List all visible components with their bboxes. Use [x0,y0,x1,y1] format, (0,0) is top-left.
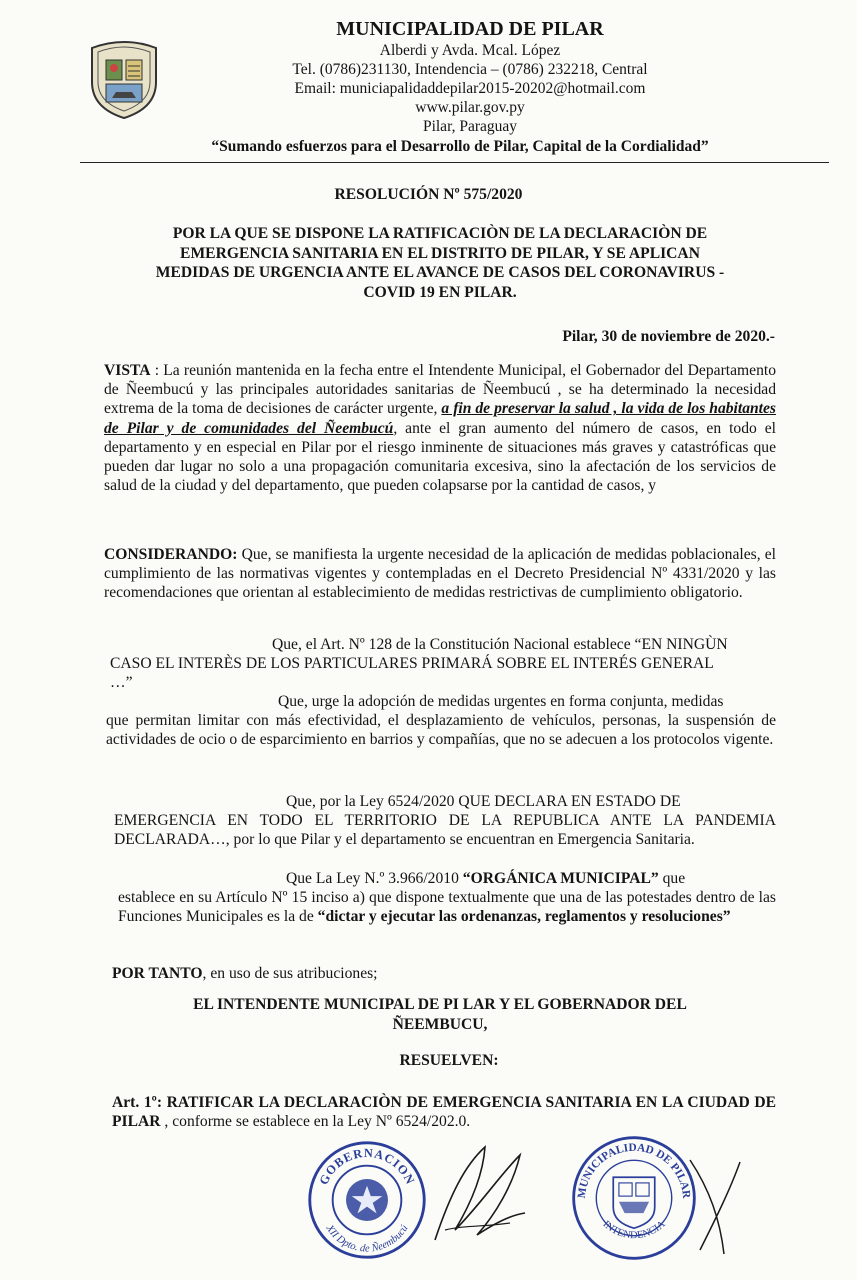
svg-text:MUNICIPALIDAD DE PILAR [576,1142,692,1200]
phone: Tel. (0786)231130, Intendencia – (0786) 232218, Central [292,61,648,78]
signature-governor [425,1135,535,1255]
gobernacion-seal-top: GOBERNACION [316,1145,418,1187]
resolution-number: RESOLUCIÓN Nº 575/2020 [334,186,523,203]
signature-mayor [680,1150,760,1260]
municipal-seal-top: MUNICIPALIDAD DE PILAR [575,1141,693,1200]
gobernacion-seal-bottom: XII Dpto. de Ñeembucú [323,1223,411,1255]
article-1: Art. 1º: RATIFICAR LA DECLARACIÒN DE EMERGENCIA SANITARIA EN LA CIUDAD DE PILAR , conforme se establece en la Ley Nº 6524/202.0. [112,1094,776,1131]
email: Email: municiapalidaddepilar2015-20202@hotmail.com [294,80,646,97]
address: Alberdi y Avda. Mcal. López [379,42,561,59]
coat-of-arms-logo [84,38,164,120]
considerando-paragraph: CONSIDERANDO: Que, se manifiesta la urgente necesidad de la aplicación de medidas poblacionales, el cumplimiento de las normativas vigentes y contempladas en el Decreto Presidencial Nº 4331/2020 y las recomendaciones que orientan al establecimiento de medidas restrictivas de cumplimiento obligatorio. [104,546,776,602]
resolution-title: POR LA QUE SE DISPONE LA RATIFICACIÒN DE LA DECLARACIÒN DE EMERGENCIA SANITARIA EN EL DISTRITO DE PILAR, Y SE APLICAN MEDIDAS DE URGENCIA ANTE EL AVANCE DE CASOS DEL CORONAVIRUS - COVID 19 EN PILAR. [155,225,725,301]
city: Pilar, Paraguay [422,118,518,135]
gobernacion-seal [305,1138,429,1262]
que-medidas: Que, urge la adopción de medidas urgentes en forma conjunta, medidas que permitan limitar con más efectividad, el desplazamiento de vehículos, personas, la suspensión de actividades de ocio o de esparcimiento en barrios y compañías, que no se adecuen a los protocolos vigente. [106,693,776,749]
authorities-heading: EL INTENDENTE MUNICIPAL DE PI LAR Y EL GOBERNADOR DEL ÑEEMBUCU, [193,996,687,1033]
que-ley-organica: Que La Ley N.º 3.966/2010 “ORGÁNICA MUNICIPAL” que establece en su Artículo Nº 15 inciso a) que dispone textualmente que una de las potestades dentro de las Funciones Municipales es la de “dictar y ejecutar las ordenanzas, reglamentos y resoluciones” [118,870,776,926]
org-name: MUNICIPALIDAD DE PILAR [336,18,604,40]
resuelven-heading: RESUELVEN: [399,1052,499,1069]
header-divider [80,162,829,163]
municipal-seal-bottom: INTENDENCIA [600,1218,668,1242]
motto: “Sumando esfuerzos para el Desarrollo de Pilar, Capital de la Cordialidad” [211,138,709,155]
que-ley-6524: Que, por la Ley 6524/2020 QUE DECLARA EN ESTADO DE EMERGENCIA EN TODO EL TERRITORIO DE LA REPUBLICA ANTE LA PANDEMIA DECLARADA…, por lo que Pilar y el departamento se encuentran en Emergencia Sanitaria. [114,793,776,849]
svg-text:INTENDENCIA [600,1218,668,1241]
website: www.pilar.gov.py [415,99,525,116]
resolution-date: Pilar, 30 de noviembre de 2020.- [562,328,775,345]
que-constitucion: Que, el Art. Nº 128 de la Constitución Nacional establece “EN NINGÙN CASO EL INTERÈS DE LOS PARTICULARES PRIMARÁ SOBRE EL INTERÉS GENERAL …” [110,636,728,692]
por-tanto: POR TANTO, en uso de sus atribuciones; [112,965,378,982]
vista-paragraph: VISTA : La reunión mantenida en la fecha entre el Intendente Municipal, el Gobernador del Departamento de Ñeembucú y las principales autoridades sanitarias de Ñeembucú , se ha determinado la necesidad extrema de la toma de decisiones de carácter urgente, a fin de preservar la salud , la vida de los habitantes de Pilar y de comunidades del Ñeembucú, ante el gran aumento del número de casos, en todo el departamento y en especial en Pilar por el riesgo inminente de situaciones más graves y catastróficas que pueden dar lugar no solo a una propagación comunitaria excesiva, sino la afectación de los servicios de salud de la ciudad y del departamento, que pueden colapsarse por la cantidad de casos, y [104,362,776,495]
